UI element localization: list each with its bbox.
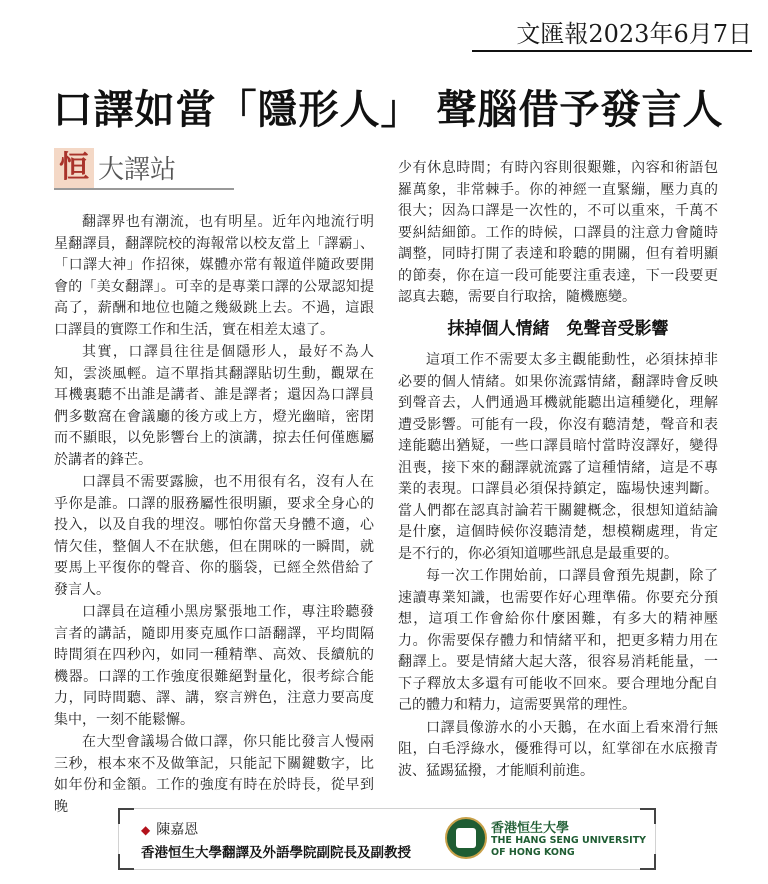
paragraph: 在大型會議場合做口譯，你只能比發言人慢兩三秒，根本來不及做筆記，只能記下關鍵數字，比如年份和金額。工作的強度有時在於時長，從早到晚 bbox=[54, 734, 374, 815]
column-logo bbox=[54, 148, 264, 188]
paragraph: 其實，口譯員往往是個隱形人，最好不為人知，雲淡風輕。這不單指其翻譯貼切生動，觀眾在耳機裏聽不出誰是講者、誰是譯者；還因為口譯員們多數窩在會議廳的後方或上方，燈光幽暗，密閉而不顯眼，以免影響台上的演講，掠去任何僅應屬於講者的鋒芒。 bbox=[54, 344, 374, 468]
paragraph: 口譯員像游水的小天鵝，在水面上看來滑行無阻，白毛浮綠水，優雅得可以，紅掌卻在水底撥青波、猛踢猛撥，才能順利前進。 bbox=[398, 719, 718, 779]
university-name-en-line1: THE HANG SENG UNIVERSITY bbox=[491, 835, 647, 846]
university-emblem-icon bbox=[445, 817, 487, 859]
author-affiliation: 香港恒生大學翻譯及外語學院副院長及副教授 bbox=[141, 845, 411, 861]
footer-corner bbox=[118, 808, 134, 824]
column-logo-name: 大譯站 bbox=[98, 155, 177, 185]
paragraph: 口譯員不需要露臉，也不用很有名，沒有人在乎你是誰。口譯的服務屬性很明顯，要求全身心的投入，以及自我的埋沒。哪怕你當天身體不適，心情欠佳，整個人不在狀態，但在開咪的一瞬間，就要馬上平復你的聲音、你的腦袋，已經全然借給了發言人。 bbox=[54, 474, 374, 598]
paragraph: 這項工作不需要太多主觀能動性，必須抹掉非必要的個人情緒。如果你流露情緒，翻譯時會反映到聲音去，人們通過耳機就能聽出這種變化，理解遭受影響。可能有一段，你沒有聽清楚，聲音和表達能聽出猶疑，一些口譯員暗忖當時沒譯好，變得沮喪，接下來的翻譯就流露了這種情緒，這是不專業的表現。口譯員必須保持鎮定，臨場快速判斷。當人們都在認真討論若干關鍵概念，很想知道結論是什麼，這個時候你沒聽清楚，想模糊處理，肯定是不行的，你必須知道哪些訊息是最重要的。 bbox=[398, 352, 718, 562]
university-logo bbox=[445, 815, 655, 863]
footer-corner bbox=[118, 854, 134, 870]
article-left-column bbox=[54, 212, 374, 819]
column-logo-underline bbox=[54, 188, 234, 190]
subheading: 抹掉個人情緒 免聲音受影響 bbox=[447, 318, 669, 339]
publication-source: 文匯報2023年6月7日 bbox=[472, 18, 752, 52]
paragraph: 口譯員在這種小黑房緊張地工作，專注聆聽發言者的講話，隨即用麥克風作口語翻譯，平均間隔時間須在四秒內，如同一種精準、高效、長續航的機器。口譯的工作強度很難絕對量化，很考綜合能力，同時間聽、譯、講，察言辨色，注意力要高度集中，一刻不能鬆懈。 bbox=[54, 604, 374, 728]
paragraph: 每一次工作開始前，口譯員會預先規劃，除了速讀專業知識，也需要作好心理準備。你要充分預想，這項工作會給你什麼困難，有多大的精神壓力。你需要保存體力和情緒平和，把更多精力用在翻譯上。要是情緒大起大落，很容易消耗能量，一下子釋放太多還有可能收不回來。要合理地分配自己的體力和精力，這需要異常的理性。 bbox=[398, 568, 718, 713]
paragraph: 翻譯界也有潮流，也有明星。近年內地流行明星翻譯員，翻譯院校的海報常以校友當上「譯霸」、「口譯大神」作招徠，媒體亦常有報道伴隨政要開會的「美女翻譯」。可幸的是專業口譯的公眾認知提高了，薪酬和地位也隨之幾級跳上去。不過，這跟口譯員的實際工作和生活，實在相差太遠了。 bbox=[54, 214, 374, 338]
diamond-icon: ◆ bbox=[141, 823, 151, 837]
author-name: 陳嘉恩 bbox=[156, 822, 199, 838]
paragraph-continued: 少有休息時間；有時內容則很艱難，內容和術語包羅萬象，非常棘手。你的神經一直緊繃，壓力真的很大；因為口譯是一次性的，不可以重來，千萬不要糾結細節。工作的時候，口譯員的注意力會隨時調整，同時打開了表達和聆聽的開關，但有着明顯的節奏，你在這一段可能要注重表達，下一段要更認真去聽，需要自行取捨，隨機應變。 bbox=[398, 160, 718, 305]
headline: 口譯如當「隱形人」 聲腦借予發言人 bbox=[52, 87, 724, 133]
university-name-en-line2: OF HONG KONG bbox=[491, 847, 575, 858]
author-row bbox=[141, 819, 198, 839]
author-footer bbox=[118, 808, 656, 870]
university-name-cn: 香港恒生大學 bbox=[491, 821, 570, 836]
column-logo-mark: 恒 bbox=[54, 148, 94, 188]
article-right-column bbox=[398, 158, 718, 783]
